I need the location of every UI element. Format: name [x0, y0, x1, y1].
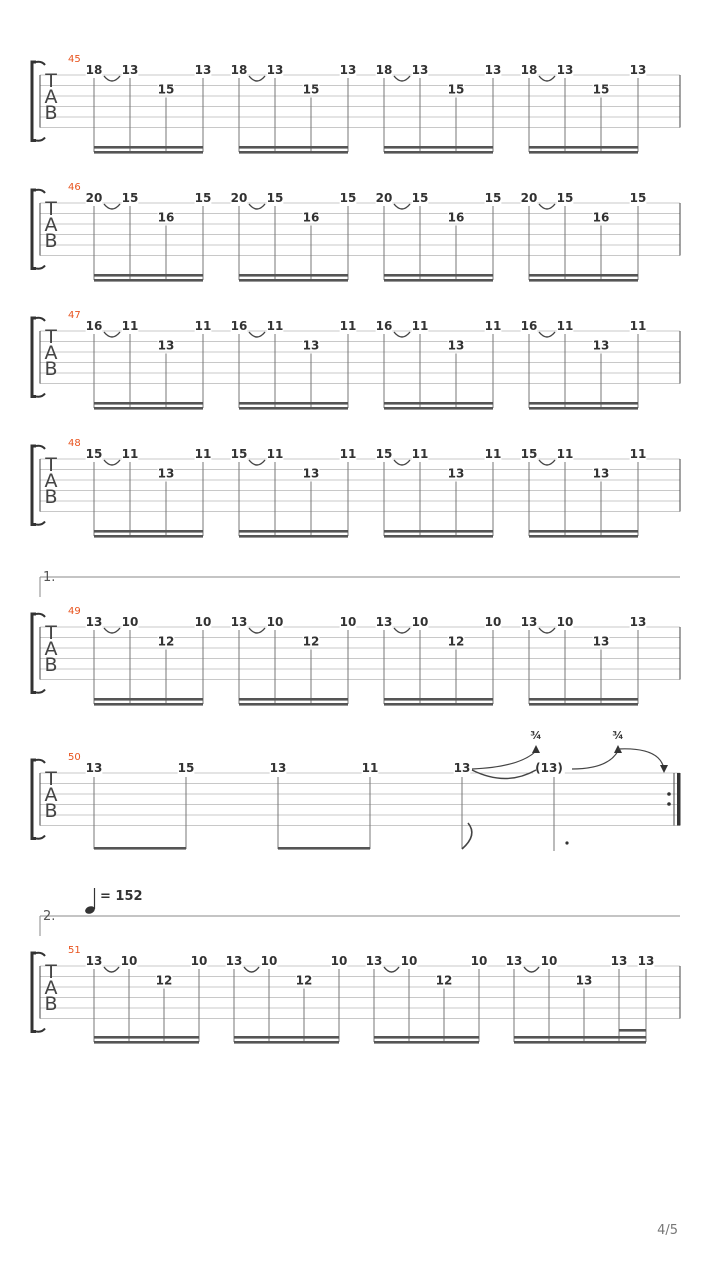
volta-label: 1.	[43, 570, 56, 585]
fret-number: 18	[85, 63, 103, 77]
fret-number: 13	[375, 615, 393, 629]
fret-number: 16	[375, 319, 393, 333]
beam	[529, 274, 638, 277]
beam	[94, 703, 203, 706]
slur	[104, 460, 120, 465]
beam	[239, 274, 348, 277]
system-bracket	[32, 760, 36, 839]
page-number: 4/5	[657, 1223, 678, 1238]
beam	[239, 407, 348, 410]
bar-number: 48	[68, 438, 81, 449]
bar-number: 45	[68, 54, 81, 65]
fret-number: 13	[637, 954, 655, 968]
fret-number: 11	[484, 447, 502, 461]
tab-clef-letter: T	[45, 326, 57, 348]
fret-number: 13	[411, 63, 429, 77]
fret-number: 13	[592, 466, 610, 481]
tab-clef-letter: B	[44, 654, 58, 676]
fret-number: 15	[484, 191, 502, 205]
tie	[472, 770, 536, 779]
slur	[104, 967, 119, 972]
fret-number: 11	[361, 761, 379, 775]
bar-number: 47	[68, 310, 81, 321]
tab-clef-letter: T	[45, 454, 57, 476]
tab-clef-letter: B	[44, 993, 58, 1015]
dot	[565, 841, 568, 844]
fret-number: 12	[155, 973, 173, 988]
fret-number: 10	[120, 954, 138, 968]
bar-number: 46	[68, 182, 81, 193]
beam	[94, 535, 203, 538]
fret-number: 18	[375, 63, 393, 77]
beam	[239, 402, 348, 405]
fret-number: 11	[556, 319, 574, 333]
slur	[394, 628, 410, 633]
fret-number: 13	[85, 954, 103, 968]
fret-number: 12	[435, 973, 453, 988]
fret-number: 13	[505, 954, 523, 968]
fret-number: 10	[330, 954, 348, 968]
fret-number: 15	[85, 447, 103, 461]
tab-clef-letter: T	[45, 768, 57, 790]
fret-number: 15	[556, 191, 574, 205]
system-bracket	[32, 62, 36, 141]
tab-clef-letter: A	[44, 638, 58, 660]
bracket-hook	[36, 446, 45, 449]
fret-number: 13	[230, 615, 248, 629]
beam	[529, 279, 638, 282]
fret-number: 13	[629, 615, 647, 629]
tab-clef-letter: B	[44, 102, 58, 124]
tab-clef-letter: T	[45, 198, 57, 220]
beam	[529, 402, 638, 405]
beam	[514, 1041, 646, 1044]
fret-number: 13	[447, 466, 465, 481]
fret-number: 16	[85, 319, 103, 333]
release-arrowhead	[660, 765, 668, 773]
beam	[384, 535, 493, 538]
fret-number: 15	[266, 191, 284, 205]
fret-number: 10	[484, 615, 502, 629]
fret-number: 20	[230, 191, 248, 205]
slur	[539, 76, 555, 81]
fret-number: 13	[121, 63, 139, 77]
fret-number: 11	[121, 319, 139, 333]
bracket-hook	[36, 394, 45, 397]
fret-number: 13	[484, 63, 502, 77]
system-bracket	[32, 190, 36, 269]
beam	[384, 407, 493, 410]
tab-clef-letter: T	[45, 961, 57, 983]
beam	[384, 279, 493, 282]
tab-clef-letter: T	[45, 70, 57, 92]
fret-number: 10	[121, 615, 139, 629]
fret-number: 12	[157, 634, 175, 649]
beam	[529, 703, 638, 706]
slur	[394, 332, 410, 337]
bracket-hook	[36, 138, 45, 141]
tab-clef-letter: B	[44, 486, 58, 508]
fret-number: 13	[575, 973, 593, 988]
slur	[249, 76, 265, 81]
tab-clef-letter: A	[44, 977, 58, 999]
fret-number: 13	[592, 634, 610, 649]
beam-thirtysecond	[619, 1029, 646, 1032]
slur	[249, 204, 265, 209]
fret-number: 13	[592, 338, 610, 353]
slur	[104, 628, 120, 633]
repeat-dot	[667, 802, 671, 806]
beam	[239, 151, 348, 154]
slur	[384, 967, 399, 972]
fret-number: 15	[411, 191, 429, 205]
beam	[94, 407, 203, 410]
slur	[104, 76, 120, 81]
tab-clef-letter: A	[44, 214, 58, 236]
fret-number: 16	[230, 319, 248, 333]
fret-number: 10	[411, 615, 429, 629]
fret-number: 15	[592, 82, 610, 97]
fret-number: 16	[520, 319, 538, 333]
fret-number: 10	[540, 954, 558, 968]
fret-number: 11	[411, 319, 429, 333]
fret-number: 11	[194, 447, 212, 461]
slur	[394, 204, 410, 209]
fret-number: 20	[375, 191, 393, 205]
fret-number: 13	[85, 615, 103, 629]
fret-number: 15	[339, 191, 357, 205]
release-curve	[618, 749, 664, 769]
beam	[384, 151, 493, 154]
fret-number: 11	[484, 319, 502, 333]
fret-number: 15	[177, 761, 195, 775]
tab-clef-letter: B	[44, 230, 58, 252]
fret-number: 13	[194, 63, 212, 77]
fret-number: 15	[194, 191, 212, 205]
beam	[94, 146, 203, 149]
fret-number: 13	[157, 338, 175, 353]
beam	[94, 1036, 199, 1039]
tab-clef-letter: A	[44, 342, 58, 364]
beam	[278, 847, 370, 850]
fret-number: 12	[447, 634, 465, 649]
tab-clef-letter: A	[44, 784, 58, 806]
bend-curve	[572, 751, 618, 769]
beam	[514, 1036, 646, 1039]
slur	[394, 76, 410, 81]
beam	[384, 530, 493, 533]
slur	[104, 204, 120, 209]
fret-number: 11	[266, 447, 284, 461]
fret-number: 20	[520, 191, 538, 205]
beam	[384, 402, 493, 405]
fret-number: 13	[629, 63, 647, 77]
bracket-hook	[36, 614, 45, 617]
tab-clef-letter: T	[45, 622, 57, 644]
beam	[234, 1036, 339, 1039]
bracket-hook	[36, 953, 45, 956]
beam	[239, 530, 348, 533]
slur	[104, 332, 120, 337]
fret-number: 13	[453, 761, 471, 775]
bracket-hook	[36, 62, 45, 65]
fret-number: 15	[520, 447, 538, 461]
fret-number: 11	[411, 447, 429, 461]
bend-amount: ¾	[612, 729, 624, 742]
bar-number: 50	[68, 752, 81, 763]
beam	[374, 1041, 479, 1044]
system-bracket	[32, 953, 36, 1032]
fret-number: 15	[302, 82, 320, 97]
fret-number: 13	[365, 954, 383, 968]
beam	[234, 1041, 339, 1044]
fret-number: 20	[85, 191, 103, 205]
fret-number: 16	[592, 210, 610, 225]
fret-number: 10	[260, 954, 278, 968]
fret-number: 10	[470, 954, 488, 968]
fret-number: 11	[121, 447, 139, 461]
fret-number: 13	[157, 466, 175, 481]
slur	[524, 967, 539, 972]
fret-number: 15	[447, 82, 465, 97]
slur	[539, 204, 555, 209]
slur	[249, 460, 265, 465]
tab-clef-letter: B	[44, 800, 58, 822]
bracket-hook	[36, 266, 45, 269]
beam	[529, 530, 638, 533]
beam	[529, 535, 638, 538]
beam	[94, 1041, 199, 1044]
fret-number: 10	[194, 615, 212, 629]
fret-number: 18	[520, 63, 538, 77]
fret-number: 11	[629, 447, 647, 461]
slur	[249, 628, 265, 633]
system-bracket	[32, 614, 36, 693]
fret-number: 11	[556, 447, 574, 461]
fret-number: 13	[302, 338, 320, 353]
bracket-hook	[36, 836, 45, 839]
fret-number: 15	[375, 447, 393, 461]
beam	[94, 274, 203, 277]
tab-clef-letter: A	[44, 470, 58, 492]
fret-number: 11	[194, 319, 212, 333]
slur	[249, 332, 265, 337]
fret-number: 13	[610, 954, 628, 968]
fret-number: 13	[85, 761, 103, 775]
fret-number: 15	[230, 447, 248, 461]
bracket-hook	[36, 318, 45, 321]
tab-clef-letter: A	[44, 86, 58, 108]
beam	[239, 535, 348, 538]
beam	[239, 703, 348, 706]
fret-number: 13	[269, 761, 287, 775]
bend-curve	[472, 751, 536, 769]
slur	[539, 332, 555, 337]
tempo-marking: = 152	[100, 889, 143, 904]
fret-number: 11	[266, 319, 284, 333]
fret-number: 11	[339, 447, 357, 461]
fret-number: 15	[121, 191, 139, 205]
fret-number: 18	[230, 63, 248, 77]
fret-number: 10	[556, 615, 574, 629]
fret-number: 13	[339, 63, 357, 77]
fret-number: 16	[302, 210, 320, 225]
fret-number: 11	[339, 319, 357, 333]
beam	[529, 146, 638, 149]
beam	[529, 407, 638, 410]
fret-number: 13	[302, 466, 320, 481]
fret-number: 15	[629, 191, 647, 205]
fret-number: 13	[266, 63, 284, 77]
fret-number: 15	[157, 82, 175, 97]
fret-number: 13	[556, 63, 574, 77]
beam	[384, 698, 493, 701]
beam	[94, 698, 203, 701]
bar-number: 49	[68, 606, 81, 617]
beam	[384, 274, 493, 277]
fret-number: 16	[447, 210, 465, 225]
beam	[94, 402, 203, 405]
beam	[94, 847, 186, 850]
fret-number: 10	[266, 615, 284, 629]
bar-number: 51	[68, 945, 81, 956]
beam	[94, 530, 203, 533]
beam	[239, 698, 348, 701]
bend-arrowhead	[532, 745, 540, 753]
repeat-barline-thick	[677, 773, 681, 826]
note-flag	[462, 823, 472, 849]
fret-number: 12	[302, 634, 320, 649]
fret-number: 10	[339, 615, 357, 629]
beam	[239, 279, 348, 282]
fret-number: 11	[629, 319, 647, 333]
bracket-hook	[36, 690, 45, 693]
beam	[94, 279, 203, 282]
tab-clef-letter: B	[44, 358, 58, 380]
fret-number: 10	[190, 954, 208, 968]
fret-number: 10	[400, 954, 418, 968]
fret-number: 16	[157, 210, 175, 225]
fret-number: (13)	[535, 761, 563, 775]
beam	[529, 698, 638, 701]
system-bracket	[32, 446, 36, 525]
repeat-dot	[667, 792, 671, 796]
slur	[244, 967, 259, 972]
beam	[529, 151, 638, 154]
bend-amount: ¾	[530, 729, 542, 742]
slur	[539, 460, 555, 465]
volta-label: 2.	[43, 909, 56, 924]
slur	[539, 628, 555, 633]
beam	[374, 1036, 479, 1039]
fret-number: 12	[295, 973, 313, 988]
beam	[384, 703, 493, 706]
bracket-hook	[36, 1029, 45, 1032]
fret-number: 13	[225, 954, 243, 968]
beam	[239, 146, 348, 149]
system-bracket	[32, 318, 36, 397]
slur	[394, 460, 410, 465]
bracket-hook	[36, 760, 45, 763]
bracket-hook	[36, 522, 45, 525]
bracket-hook	[36, 190, 45, 193]
fret-number: 13	[447, 338, 465, 353]
fret-number: 13	[520, 615, 538, 629]
beam	[94, 151, 203, 154]
beam	[384, 146, 493, 149]
